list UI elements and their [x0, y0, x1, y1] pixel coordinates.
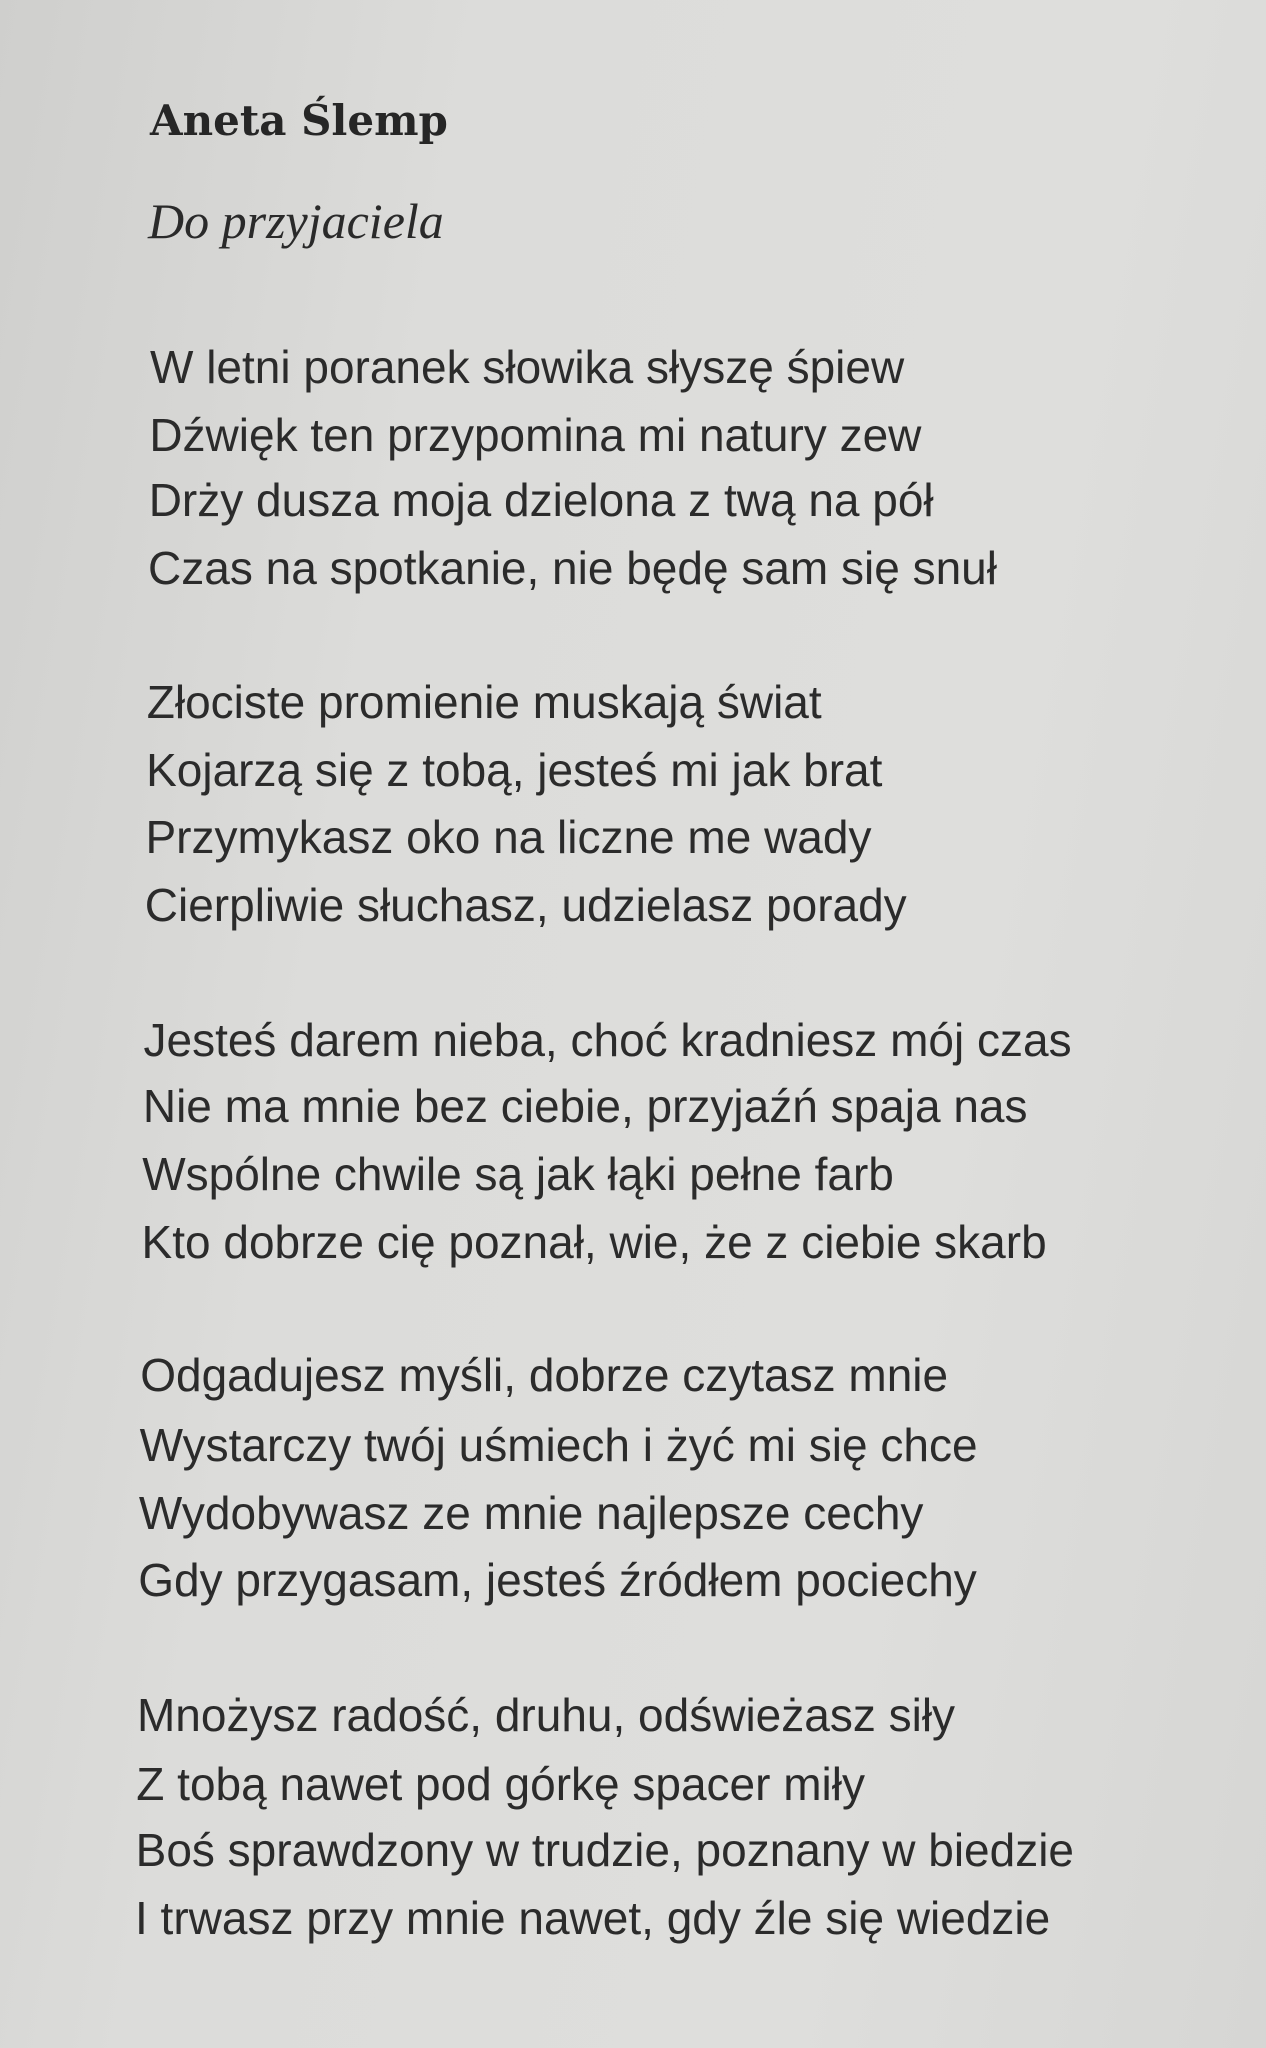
poem-line: Z tobą nawet pod górkę spacer miły	[136, 1758, 865, 1810]
poem-line: Kto dobrze cię poznał, wie, że z ciebie skarb	[141, 1216, 1047, 1268]
poem-line: Złociste promienie muskają świat	[146, 676, 822, 728]
poem-line: I trwasz przy mnie nawet, gdy źle się wiedzie	[134, 1892, 1051, 1944]
poem-line: Gdy przygasam, jesteś źródłem pociechy	[138, 1554, 977, 1606]
poem-line: Odgadujesz myśli, dobrze czytasz mnie	[140, 1349, 949, 1401]
poem-line: Nie ma mnie bez ciebie, przyjaźń spaja nas	[142, 1080, 1028, 1132]
poem-line: Jesteś darem nieba, choć kradniesz mój czas	[143, 1014, 1072, 1066]
poem-line: Przymykasz oko na liczne me wady	[145, 811, 872, 863]
poem-line: Wspólne chwile są jak łąki pełne farb	[142, 1148, 894, 1200]
poem-title: Do przyjaciela	[148, 193, 444, 249]
poem-line: Wydobywasz ze mnie najlepsze cechy	[138, 1487, 924, 1539]
poem-line: Wystarczy twój uśmiech i żyć mi się chce	[139, 1419, 978, 1471]
poem-line: Cierpliwie słuchasz, udzielasz porady	[144, 879, 907, 931]
poem-author: Aneta Ślemp	[150, 96, 448, 145]
poem-line: Kojarzą się z tobą, jesteś mi jak brat	[146, 744, 883, 796]
poem-line: Drży dusza moja dzielona z twą na pół	[148, 474, 934, 526]
poem-line: Dźwięk ten przypomina mi natury zew	[149, 409, 922, 461]
poem-line: Mnożysz radość, druhu, odświeżasz siły	[136, 1689, 956, 1741]
poem-line: Czas na spotkanie, nie będę sam się snuł	[148, 542, 997, 594]
poem-line: Boś sprawdzony w trudzie, poznany w biedzie	[135, 1824, 1075, 1876]
poem-line: W letni poranek słowika słyszę śpiew	[150, 341, 905, 393]
